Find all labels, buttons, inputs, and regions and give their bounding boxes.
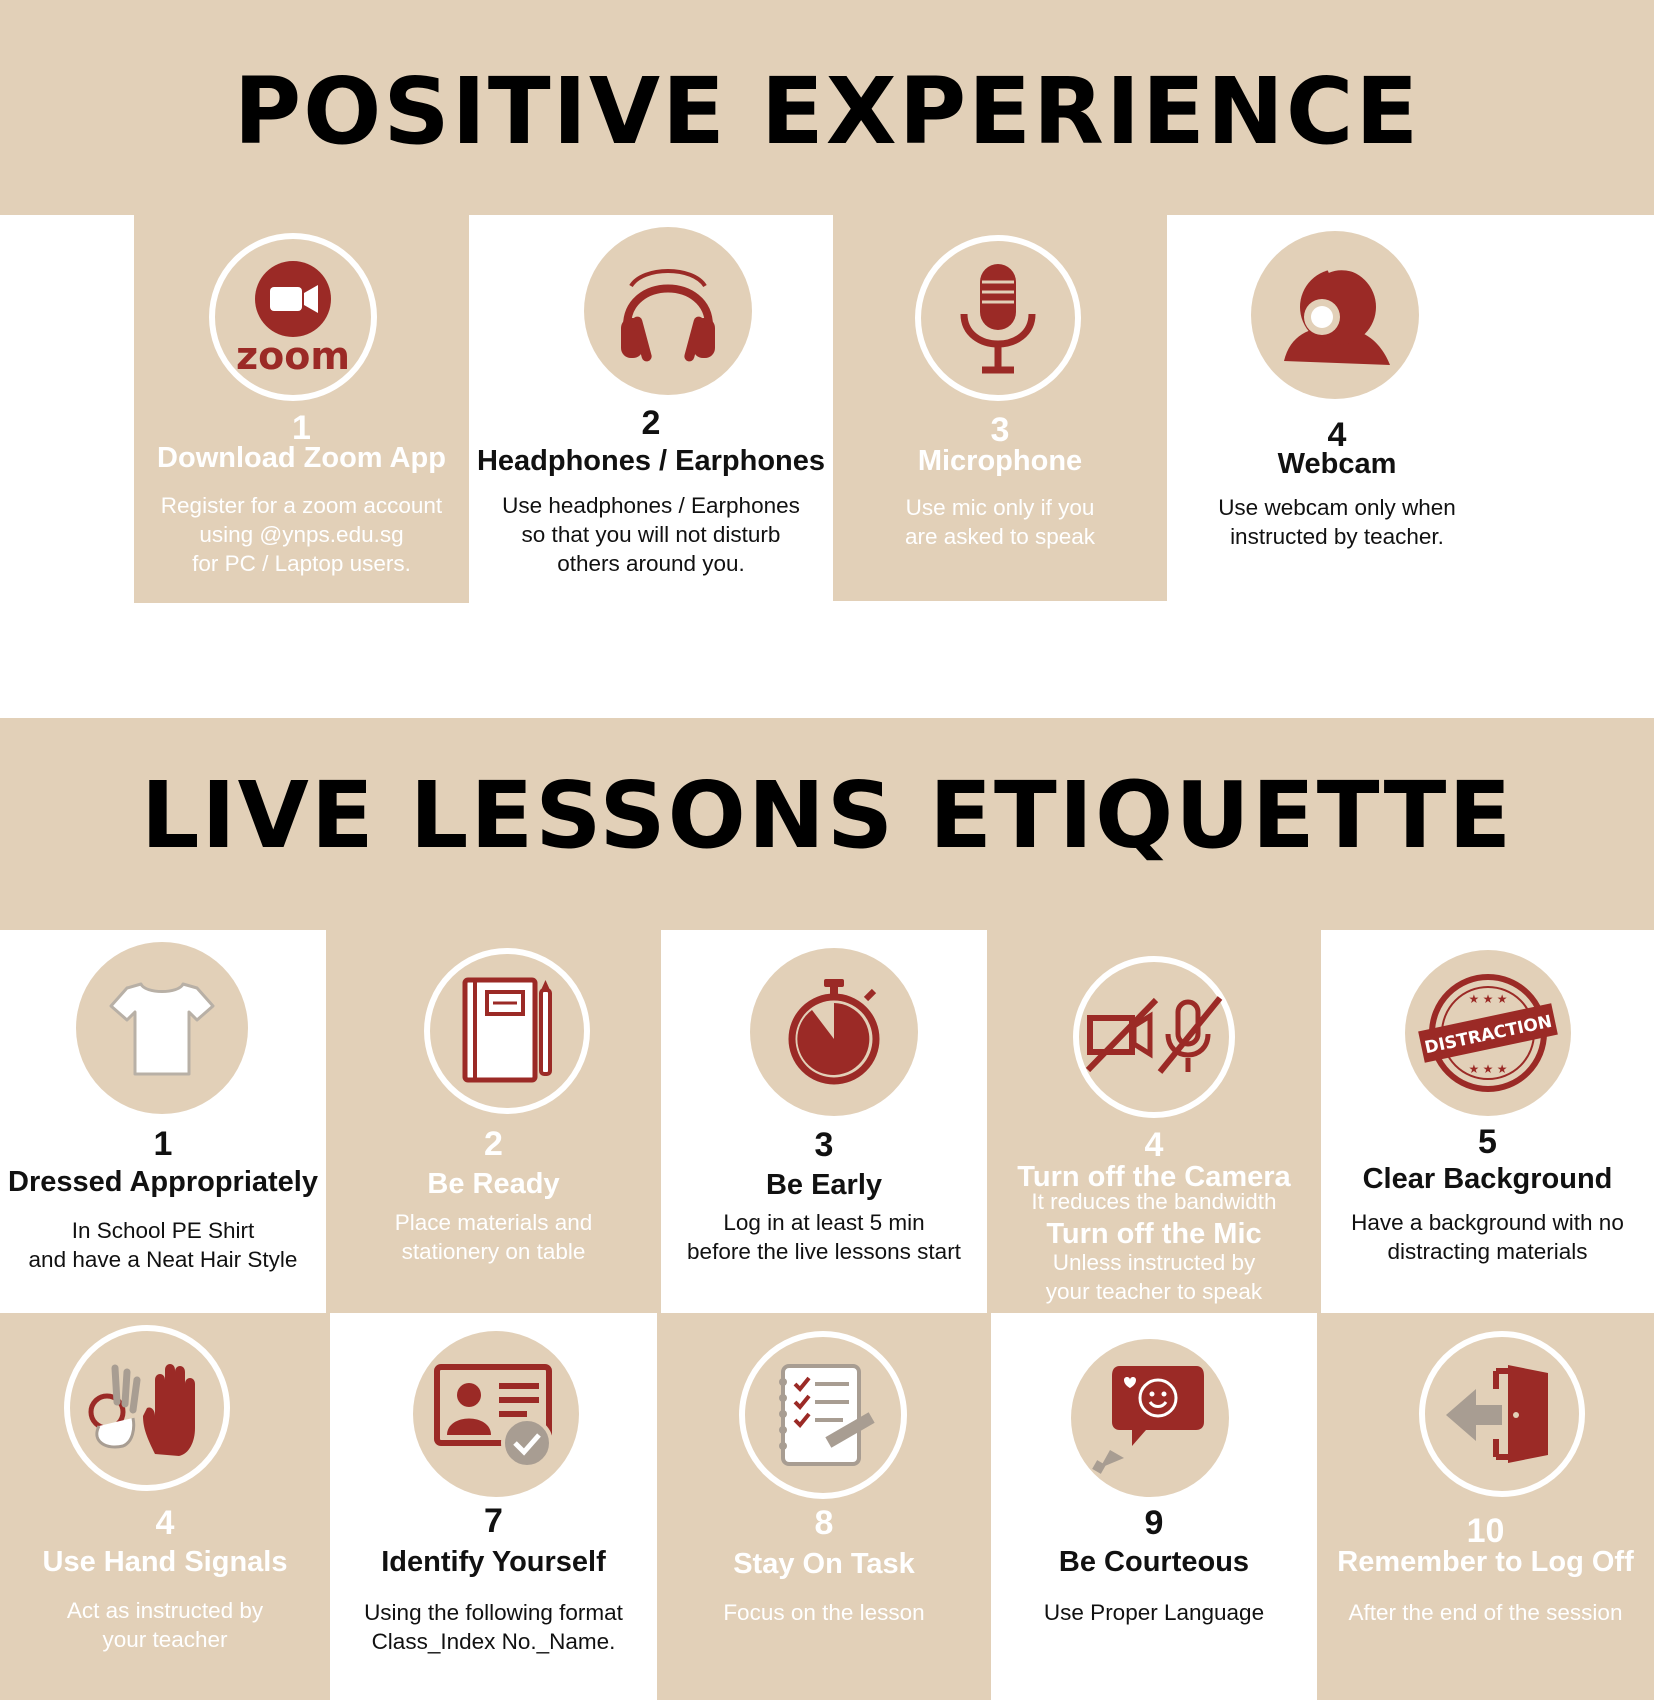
positive-card-webcam [1167,215,1507,601]
positive-title: Download Zoom App [157,442,446,474]
desc-line: In School PE Shirt [71,1218,255,1243]
etiquette-card-be-ready [326,930,661,1313]
notebook-icon-circle [424,948,590,1114]
etiquette-title: Dressed Appropriately [8,1166,318,1198]
webcam-icon-circle [1251,231,1419,399]
headphones-icon [613,256,723,366]
stopwatch-icon-circle [750,948,918,1116]
svg-text:★ ★ ★: ★ ★ ★ [1468,992,1508,1006]
desc-line: Use headphones / Earphones [502,493,800,518]
desc-line: Act as instructed by [66,1598,264,1623]
etiquette-title: Use Hand Signals [42,1546,288,1578]
desc-line: using @ynps.edu.sg [199,522,404,547]
svg-text:★ ★ ★: ★ ★ ★ [1468,1062,1508,1076]
etiquette-num: 8 [814,1504,834,1542]
desc-line: stationery on table [401,1239,586,1264]
positive-title: Microphone [917,445,1083,477]
positive-card-microphone [833,215,1167,601]
desc-line: Place materials and [394,1210,593,1235]
distraction-stamp-icon-circle [1405,950,1571,1116]
positive-header-band [0,0,1654,215]
desc-line: your teacher [102,1627,228,1652]
log-off-icon [1442,1359,1562,1469]
etiquette-num: 3 [814,1126,834,1164]
etiquette-title: Identify Yourself [381,1546,606,1578]
positive-num: 1 [292,409,311,447]
desc-line: Using the following format [364,1600,623,1625]
etiquette-num: 4 [1144,1126,1164,1164]
positive-num: 4 [1327,416,1347,454]
camera-mic-off-icon [1084,992,1224,1082]
desc-line: your teacher to speak [1045,1279,1263,1304]
desc-line: Log in at least 5 min [723,1210,925,1235]
microphone-icon [948,258,1048,378]
etiquette-card-clear-background [1321,930,1654,1313]
positive-card-headphones [469,215,833,603]
desc-line: Use mic only if you [905,495,1095,520]
microphone-icon-circle [915,235,1081,401]
camera-mic-off-icon-circle [1073,956,1235,1118]
desc-line: others around you. [557,551,745,576]
hand-signals-icon-circle [64,1325,230,1491]
zoom-icon-circle [209,233,377,401]
etiquette-title: Be Ready [427,1168,560,1200]
etiquette-card-camera-mic-off [987,930,1321,1313]
id-card-icon-circle [413,1331,579,1497]
desc-line: before the live lessons start [687,1239,961,1264]
positive-title: Headphones / Earphones [476,445,826,477]
desc-line: so that you will not disturb [521,522,781,547]
etiquette-card-be-courteous [991,1313,1317,1700]
etiquette-title: Stay On Task [733,1548,915,1580]
notebook-icon [457,976,557,1086]
etiquette-num: 1 [153,1125,173,1163]
etiquette-header-title: LIVE LESSONS ETIQUETTE [140,762,1514,869]
distraction-stamp-icon [1418,973,1558,1093]
checklist-icon-circle [739,1331,907,1499]
speech-bubble-icon-circle [1071,1339,1229,1497]
distraction-stamp-text: DISTRACTION [1422,1011,1554,1059]
positive-title: Webcam [1277,448,1397,480]
desc-line: Unless instructed by [1052,1250,1256,1275]
desc-line: for PC / Laptop users. [192,551,411,576]
tshirt-icon [107,978,217,1078]
desc-line: After the end of the session [1348,1600,1623,1625]
positive-card-zoom [134,215,469,603]
desc-line: Use webcam only when [1218,495,1456,520]
etiquette-title: Clear Background [1362,1163,1613,1195]
etiquette-header-band [0,718,1654,930]
desc-line: instructed by teacher. [1230,524,1444,549]
etiquette-title: Remember to Log Off [1337,1546,1634,1578]
positive-header-title: POSITIVE EXPERIENCE [233,58,1421,165]
positive-num: 2 [641,404,661,442]
etiquette-title: Turn off the Camera [1017,1161,1291,1193]
etiquette-card-identify-yourself [330,1313,657,1700]
zoom-icon [228,257,358,377]
etiquette-num: 4 [155,1504,175,1542]
etiquette-card-stay-on-task [657,1313,991,1700]
etiquette-num: 5 [1478,1123,1497,1161]
etiquette-title-2: Turn off the Mic [1046,1218,1262,1250]
desc-line: Focus on the lesson [723,1600,925,1625]
stopwatch-icon [784,977,884,1087]
webcam-icon [1270,255,1400,375]
desc-line: It reduces the bandwidth [1031,1189,1277,1214]
desc-line: are asked to speak [904,524,1096,549]
etiquette-num: 7 [484,1502,503,1540]
etiquette-num: 2 [484,1125,503,1163]
log-off-icon-circle [1419,1331,1585,1497]
speech-bubble-icon [1090,1358,1210,1478]
etiquette-num: 10 [1466,1512,1505,1550]
etiquette-card-dressed [0,930,326,1313]
desc-line: Register for a zoom account [160,493,443,518]
checklist-icon [763,1360,883,1470]
id-card-icon [431,1359,561,1469]
desc-line: Use Proper Language [1043,1600,1265,1625]
etiquette-title: Be Early [765,1169,883,1201]
desc-line: distracting materials [1387,1239,1588,1264]
desc-line: and have a Neat Hair Style [28,1247,298,1272]
hand-signals-icon [77,1358,217,1458]
etiquette-card-be-early [661,930,987,1313]
zoom-logo-text: zoom [236,334,350,377]
desc-line: Class_Index No._Name. [371,1629,616,1654]
etiquette-card-hand-signals [0,1313,330,1700]
desc-line: Have a background with no [1351,1210,1624,1235]
etiquette-title: Be Courteous [1058,1546,1250,1578]
headphones-icon-circle [584,227,752,395]
etiquette-card-log-off [1317,1313,1654,1700]
positive-num: 3 [990,411,1010,449]
tshirt-icon-circle [76,942,248,1114]
etiquette-num: 9 [1144,1504,1164,1542]
